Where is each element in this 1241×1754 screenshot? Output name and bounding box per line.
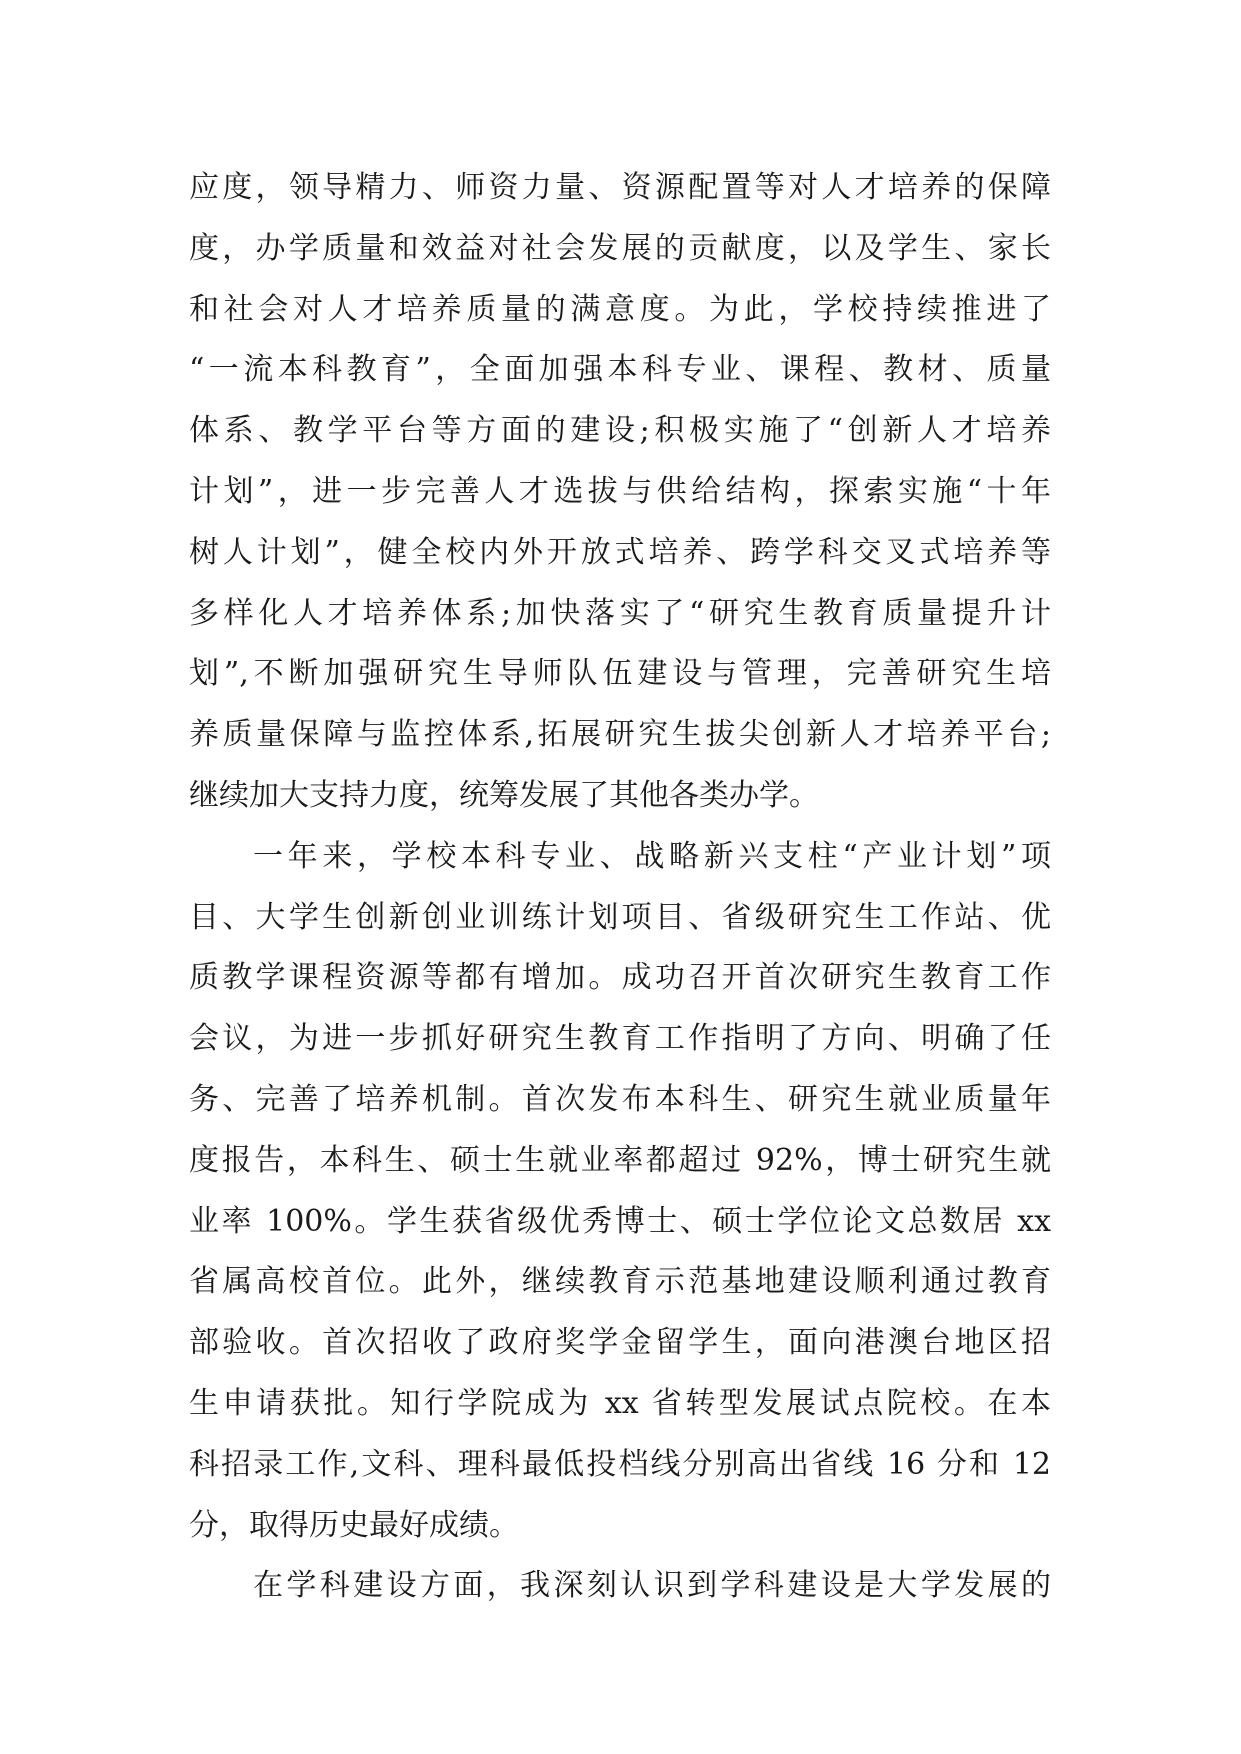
paragraph-line: 度，办学质量和效益对社会发展的贡献度，以及学生、家长 (189, 230, 1051, 266)
paragraph-3 (189, 1556, 1051, 1617)
paragraph-line: 在学科建设方面，我深刻认识到学科建设是大学发展的 (253, 1568, 1051, 1604)
paragraph-2 (189, 827, 1051, 1557)
paragraph-line: 计划”，进一步完善人才选拔与供给结构，探索实施“十年 (189, 473, 1051, 509)
paragraph-line: 树人计划”，健全校内外开放式培养、跨学科交叉式培养等 (189, 534, 1051, 570)
paragraph-line: 质教学课程资源等都有增加。成功召开首次研究生教育工作 (189, 960, 1051, 996)
paragraph-line: 生申请获批。知行学院成为 xx 省转型发展试点院校。在本 (189, 1385, 1051, 1421)
paragraph-line: 业率 100%。学生获省级优秀博士、硕士学位论文总数居 xx (189, 1203, 1051, 1239)
paragraph-1 (189, 158, 1051, 827)
paragraph-line: 部验收。首次招收了政府奖学金留学生，面向港澳台地区招 (189, 1325, 1051, 1361)
paragraph-line: 划”,不断加强研究生导师队伍建设与管理，完善研究生培 (189, 656, 1051, 692)
paragraph-line: 务、完善了培养机制。首次发布本科生、研究生就业质量年 (189, 1081, 1051, 1117)
paragraph-line: 度报告，本科生、硕士生就业率都超过 92%，博士研究生就 (189, 1142, 1051, 1178)
paragraph-line: “一流本科教育”，全面加强本科专业、课程、教材、质量 (189, 352, 1051, 388)
body-text (189, 158, 1051, 1617)
paragraph-line: 省属高校首位。此外，继续教育示范基地建设顺利通过教育 (189, 1264, 1051, 1300)
paragraph-line: 目、大学生创新创业训练计划项目、省级研究生工作站、优 (189, 899, 1051, 935)
paragraph-line: 分，取得历史最好成绩。 (189, 1507, 519, 1543)
paragraph-line: 应度，领导精力、师资力量、资源配置等对人才培养的保障 (189, 170, 1051, 205)
paragraph-line: 养质量保障与监控体系,拓展研究生拔尖创新人才培养平台; (189, 717, 1051, 753)
paragraph-line: 科招录工作,文科、理科最低投档线分别高出省线 16 分和 12 (189, 1446, 1051, 1482)
paragraph-line: 多样化人才培养体系;加快落实了“研究生教育质量提升计 (189, 595, 1051, 631)
paragraph-line: 一年来，学校本科专业、战略新兴支柱“产业计划”项 (253, 838, 1051, 874)
paragraph-line: 继续加大支持力度，统筹发展了其他各类办学。 (189, 777, 819, 813)
paragraph-line: 体系、教学平台等方面的建设;积极实施了“创新人才培养 (189, 413, 1051, 449)
paragraph-line: 和社会对人才培养质量的满意度。为此，学校持续推进了 (189, 291, 1051, 327)
paragraph-line: 会议，为进一步抓好研究生教育工作指明了方向、明确了任 (189, 1021, 1051, 1057)
